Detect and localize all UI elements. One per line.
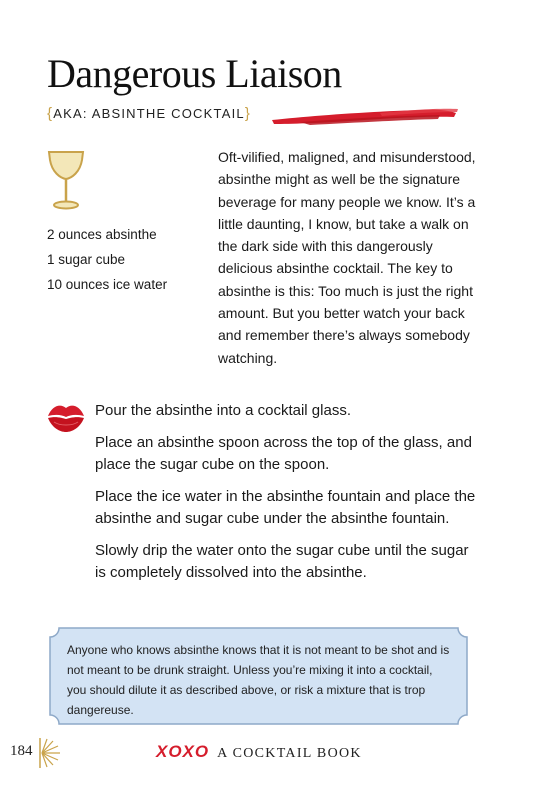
cocktail-glass-icon — [46, 148, 86, 212]
ingredient-item: 2 ounces absinthe — [47, 227, 157, 242]
brand-logo: XOXO — [156, 742, 210, 761]
footer-brand — [156, 742, 362, 762]
step-item: Pour the absinthe into a cocktail glass. — [95, 402, 351, 419]
ingredient-item: 10 ounces ice water — [47, 277, 168, 292]
step-item: Slowly drip the water onto the sugar cube until the sugar is completely dissolved into the absinthe. — [95, 541, 469, 581]
intro-paragraph: Oft-vilified, maligned, and misunderstood, absinthe might as well be the signature beverage for many people we know. It’s a little daunting, I know, but take a walk on the dark side with this dangerously delicious absinthe cocktail. The key to absinthe is this: Too much is just the right amount. But you better watch your back and remember there’s always somebody watching. — [218, 149, 476, 366]
book-title: A COCKTAIL BOOK — [217, 746, 362, 761]
ingredient-list — [47, 222, 167, 297]
lips-icon — [46, 400, 86, 434]
step-list — [95, 400, 480, 594]
sunburst-icon — [38, 738, 64, 768]
recipe-title: Dangerous Liaison — [47, 51, 342, 96]
aka-subtitle — [47, 105, 251, 122]
note-box — [49, 627, 468, 725]
aka-text: AKA: ABSINTHE COCKTAIL — [53, 106, 245, 121]
note-text: Anyone who knows absinthe knows that it is not meant to be shot and is not meant to be drunk straight. Unless you’re mixing it into a cocktail, you should dilute it as described above, or risk a mixture that is trop dangereuse. — [67, 643, 450, 717]
aka-brace-open: { — [47, 105, 54, 122]
step-item: Place the ice water in the absinthe fountain and place the absinthe and sugar cube under the absinthe fountain. — [95, 487, 476, 527]
aka-brace-close: } — [244, 105, 252, 122]
page-number: 184 — [10, 743, 33, 759]
brush-stroke — [270, 104, 460, 130]
ingredient-item: 1 sugar cube — [47, 252, 126, 267]
step-item: Place an absinthe spoon across the top of the glass, and place the sugar cube on the spoon. — [95, 433, 472, 473]
